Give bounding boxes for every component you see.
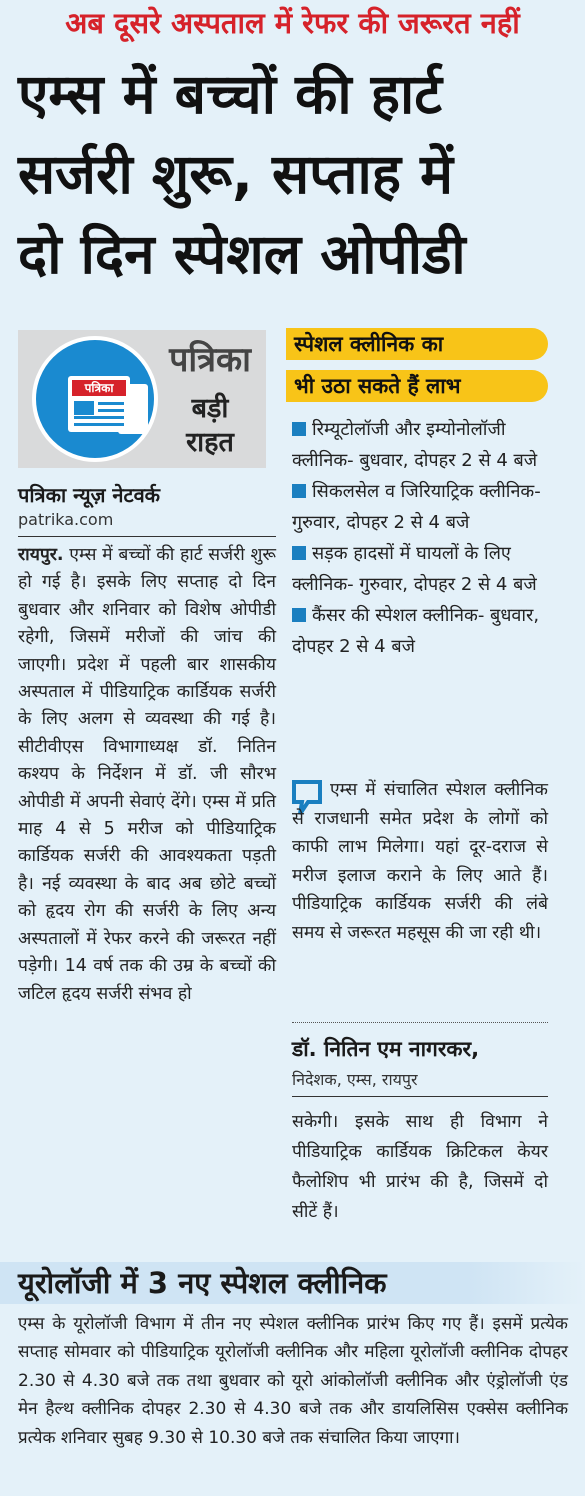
quote-text: एम्स में संचालित स्पेशल क्लीनिक से राजधानी समेत प्रदेश के लोगों को काफी लाभ मिलेगा। यहां दूर-दराज से मरीज इलाज कराने के लिए आते हैं। पीडियाट्रिक कार्डियक सर्जरी की लंबे समय से जरूरत महसूस की जा रही थी। [292, 780, 548, 943]
director-quote [292, 776, 548, 948]
newspaper-text-line [98, 409, 124, 412]
headline-line-2: सर्जरी शुरू, सप्ताह में [18, 142, 454, 206]
clinic-item [292, 476, 562, 538]
byline: पत्रिका न्यूज़ नेटवर्क [18, 483, 161, 507]
tagline-line-1: बड़ी [191, 393, 229, 424]
newspaper-icon [32, 336, 158, 462]
urology-heading: यूरोलॉजी में 3 नए स्पेशल क्लीनिक [18, 1266, 387, 1300]
headline-line-3: दो दिन स्पेशल ओपीडी [18, 222, 466, 286]
article-text: एम्स में बच्चों की हार्ट सर्जरी शुरू हो गई है। इसके लिए सप्ताह दो दिन बुधवार और शनिवार को विशेष ओपीडी रहेगी, जिसमें मरीजों की जांच की जाएगी। प्रदेश में पहली बार शासकीय अस्पताल में पीडियाट्रिक कार्डियक सर्जरी के लिए अलग से व्यवस्था की गई है। सीटीवीएस विभागाध्यक्ष डॉ. नितिन कश्यप के निर्देशन में डॉ. जी सौरभ ओपीडी में अपनी सेवाएं देंगे। एम्स में प्रति माह 4 से 5 मरीज को पीडियाट्रिक कार्डियक सर्जरी की आवश्यकता पड़ती है। नई व्यवस्था के बाद अब छोटे बच्चों को हृदय रोग की सर्जरी के लिए अन्य अस्पतालों में रेफर करने की जरूरत नहीं पड़ेगी। 14 वर्ष तक की उम्र के बच्चों की जटिल हृदय सर्जरी संभव हो [18, 545, 276, 1004]
dateline: रायपुर. [18, 545, 64, 565]
square-bullet-icon [292, 422, 306, 436]
headline-line-1: एम्स में बच्चों की हार्ट [18, 62, 442, 126]
urology-body: एम्स के यूरोलॉजी विभाग में तीन नए स्पेशल क्लीनिक प्रारंभ किए गए हैं। इसमें प्रत्येक सप्ताह सोमवार को पीडियाट्रिक यूरोलॉजी क्लीनिक और महिला यूरोलॉजी क्लीनिक दोपहर 2.30 से 4.30 बजे तक तथा बुधवार को यूरो आंकोलॉजी क्लीनिक और एंड्रोलॉजी एंड मेन हैल्थ क्लीनिक दोपहर 2.30 से 4.30 बजे तक और डायलिसिस एक्सेस क्लीनिक प्रत्येक शनिवार सुबह 9.30 से 10.30 बजे तक संचालित किया जाएगा। [18, 1314, 568, 1448]
square-bullet-icon [292, 484, 306, 498]
clinic-item-text: सड़क हादसों में घायलों के लिए क्लीनिक- गुरुवार, दोपहर 2 से 4 बजे [292, 543, 537, 595]
quote-author-name: डॉ. नितिन एम नागरकर, [292, 1037, 480, 1061]
newspaper-text-line [74, 416, 124, 419]
square-bullet-icon [292, 546, 306, 560]
quote-end-rule [292, 1096, 548, 1097]
clinic-item-text: कैंसर की स्पेशल क्लीनिक- बुधवार, दोपहर 2 से 4 बजे [292, 605, 540, 657]
newspaper-front-page [68, 376, 130, 432]
sidebar-heading-line-2: भी उठा सकते हैं लाभ [286, 370, 548, 402]
byline-divider [18, 536, 276, 537]
brand-tagline [158, 392, 262, 460]
article-continuation: सकेगी। इसके साथ ही विभाग ने पीडियाट्रिक कार्डियक क्रिटिकल केयर फैलोशिप भी प्रारंभ की है, जिसमें दो सीटें हैं। [292, 1112, 548, 1222]
newspaper-text-line [74, 423, 124, 426]
main-headline [18, 54, 578, 294]
clinic-item [292, 538, 562, 600]
newspaper-text-line [98, 402, 124, 405]
tagline-line-2: राहत [186, 427, 234, 458]
quote-author-role: निदेशक, एम्स, रायपुर [292, 1070, 418, 1089]
patrika-logo-box [18, 330, 266, 468]
sidebar-heading-line-1: स्पेशल क्लीनिक का [286, 328, 548, 360]
kicker-headline: अब दूसरे अस्पताल में रेफर की जरूरत नहीं [65, 6, 520, 40]
newspaper-masthead: पत्रिका [72, 380, 126, 396]
newspaper-photo [74, 401, 94, 415]
clinic-item [292, 600, 562, 662]
square-bullet-icon [292, 608, 306, 622]
clinic-item [292, 414, 562, 476]
site-link[interactable]: patrika.com [18, 510, 114, 529]
quote-divider [292, 1022, 548, 1023]
article-body [18, 542, 276, 1008]
brand-name: पत्रिका [169, 340, 251, 380]
clinic-item-text: सिकलसेल व जिरियाट्रिक क्लीनिक- गुरुवार, दोपहर 2 से 4 बजे [292, 481, 541, 533]
clinic-list [292, 414, 562, 662]
clinic-item-text: रिम्यूटोलॉजी और इम्योनोलॉजी क्लीनिक- बुधवार, दोपहर 2 से 4 बजे [292, 419, 538, 471]
